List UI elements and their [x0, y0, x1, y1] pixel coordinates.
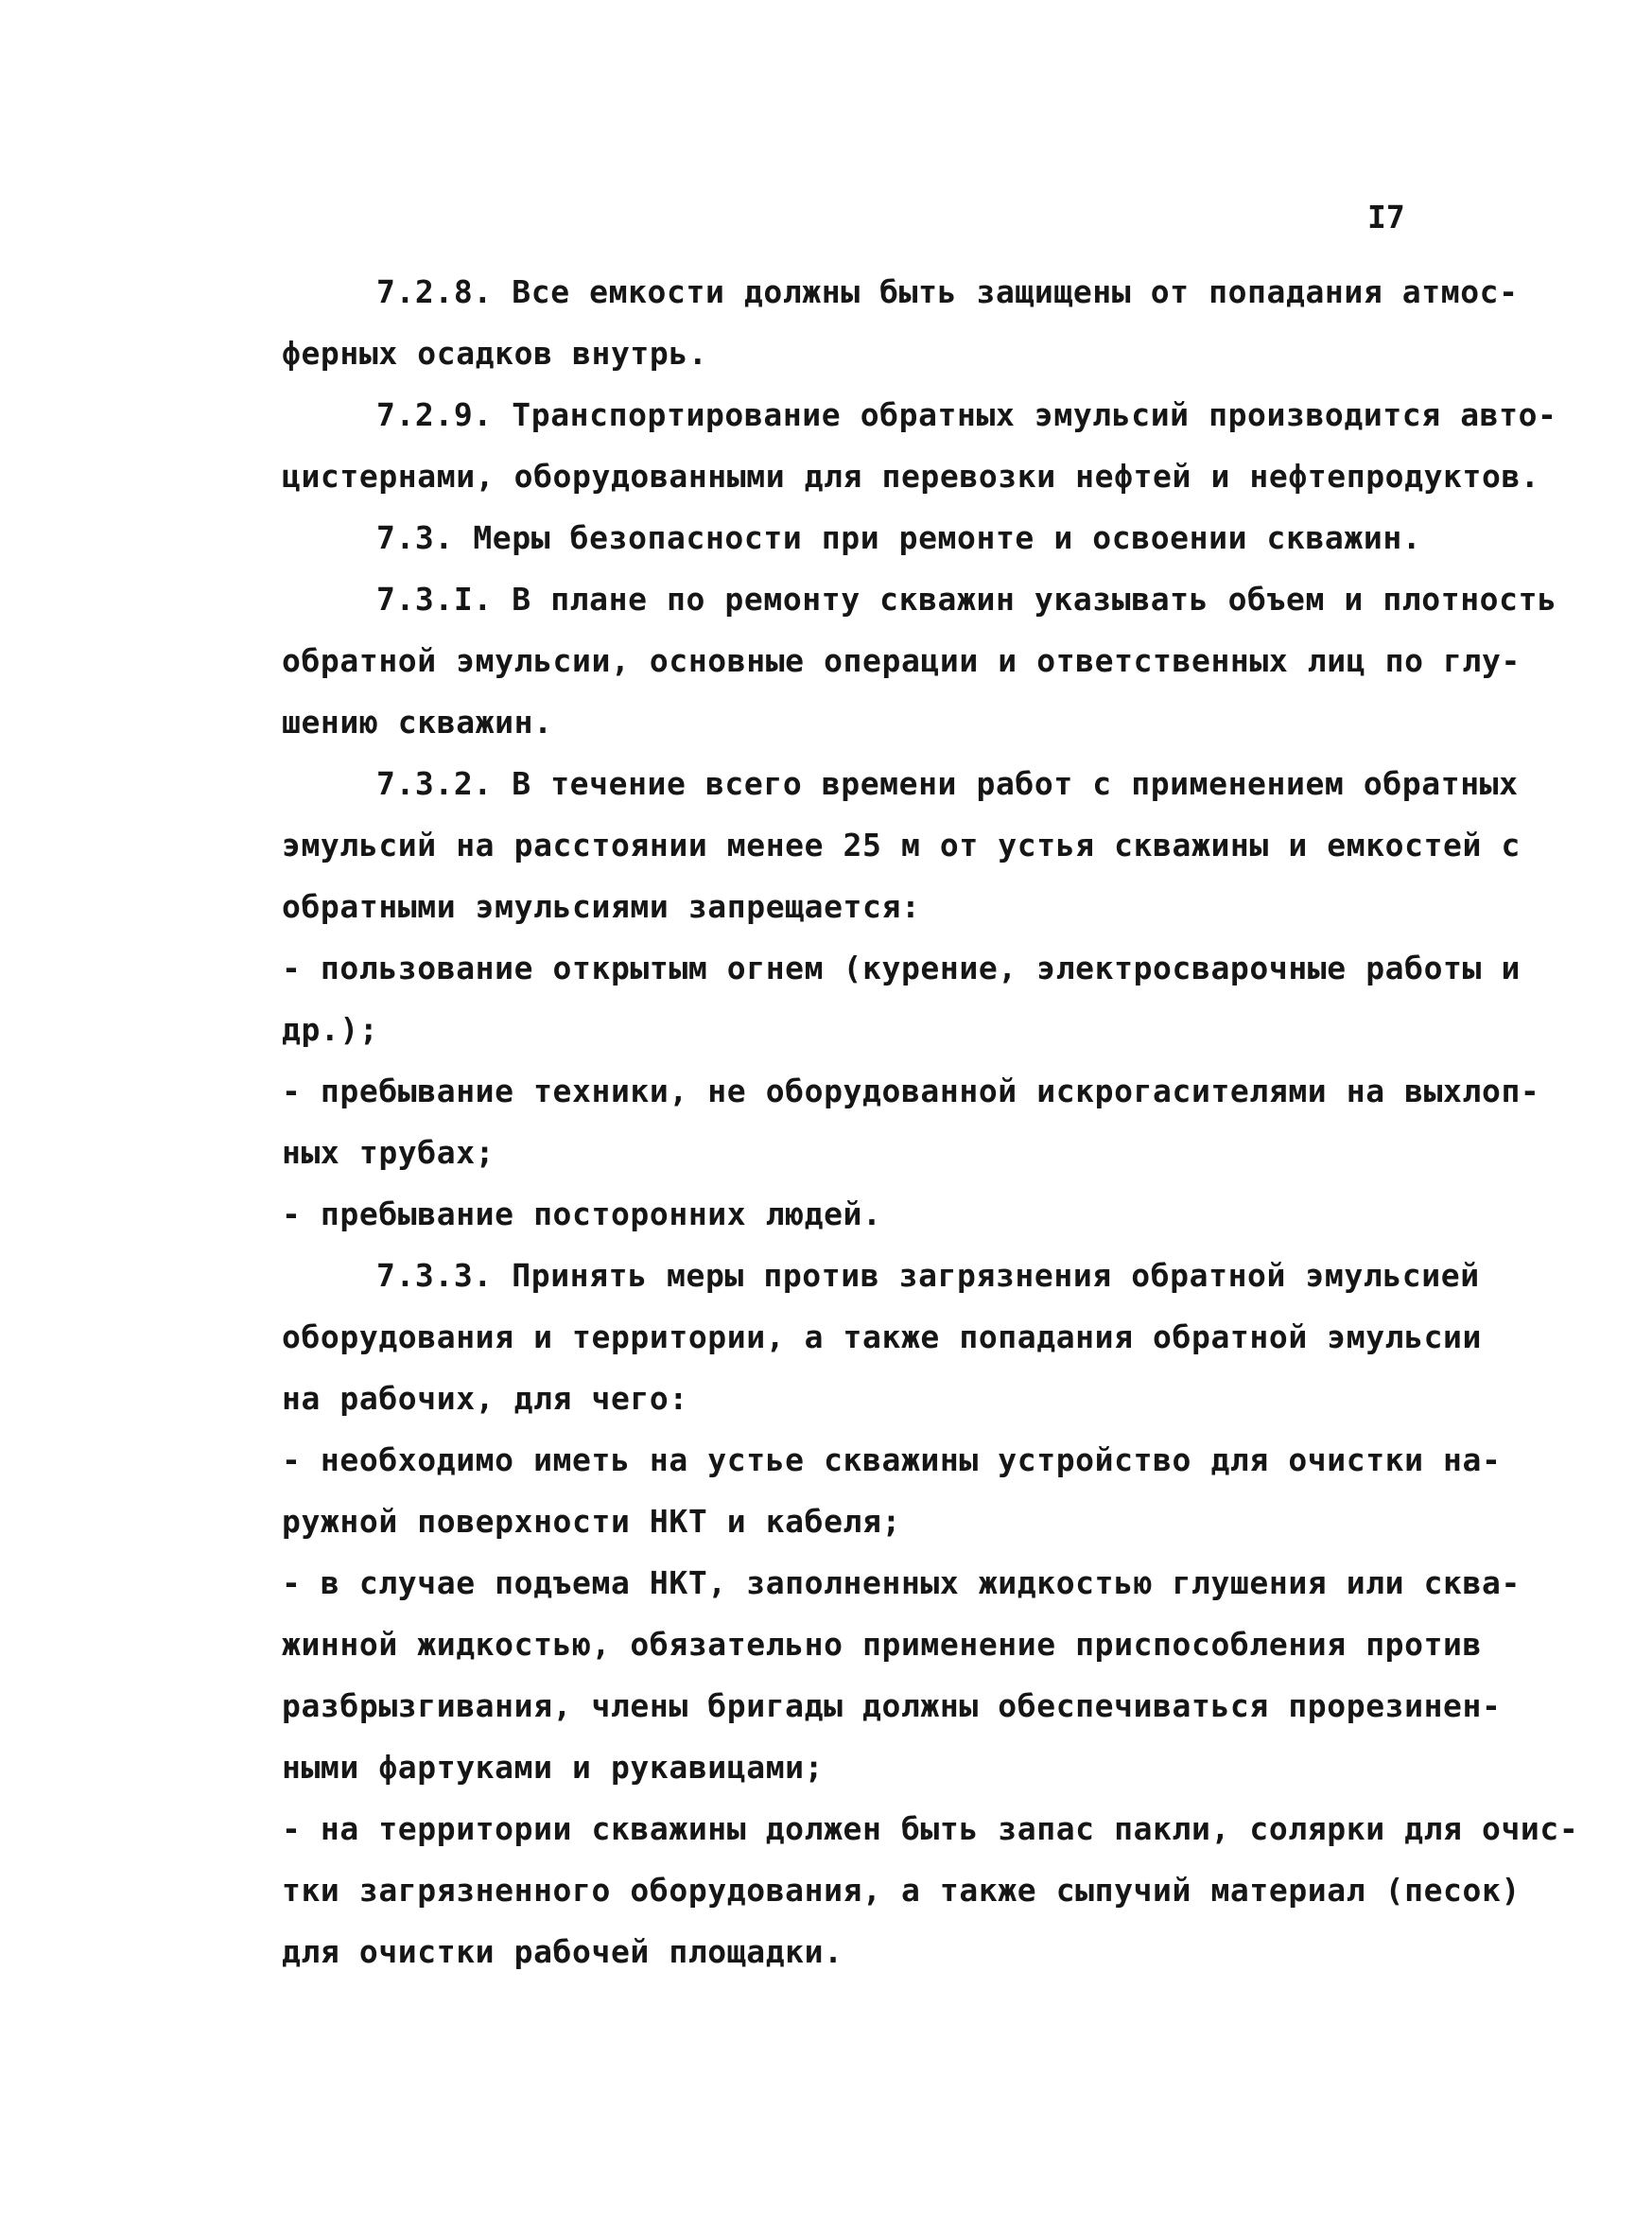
- text-line: цистернами, оборудованными для перевозки нефтей и нефтепродуктов.: [282, 458, 1540, 495]
- list-item-line: - в случае подъема НКТ, заполненных жидкостью глушения или сква-: [282, 1564, 1521, 1601]
- list-item-line: - пребывание техники, не оборудованной искрогасителями на выхлоп-: [282, 1073, 1540, 1109]
- document-body: [282, 261, 1606, 1982]
- section-heading: 7.3. Меры безопасности при ремонте и освоении скважин.: [376, 519, 1422, 556]
- text-line: 7.3.2. В течение всего времени работ с применением обратных: [376, 765, 1519, 802]
- list-item-line: ными фартуками и рукавицами;: [282, 1749, 825, 1786]
- list-item-line: для очистки рабочей площадки.: [282, 1933, 843, 1970]
- text-line: ферных осадков внутрь.: [282, 335, 708, 372]
- list-item-line: - пользование открытым огнем (курение, электросварочные работы и: [282, 950, 1521, 986]
- text-line: 7.3.3. Принять меры против загрязнения обратной эмульсией: [376, 1257, 1480, 1294]
- text-line: 7.2.8. Все емкости должны быть защищены от попадания атмос-: [376, 273, 1519, 310]
- list-item-line: ных трубах;: [282, 1134, 496, 1171]
- list-item-line: тки загрязненного оборудования, а также сыпучий материал (песок): [282, 1872, 1521, 1909]
- text-line: 7.3.I. В плане по ремонту скважин указывать объем и плотность: [376, 581, 1557, 618]
- text-line: оборудования и территории, а также попадания обратной эмульсии: [282, 1318, 1482, 1355]
- list-item-line: - пребывание посторонних людей.: [282, 1195, 882, 1232]
- list-item-line: др.);: [282, 1011, 379, 1048]
- list-item-line: - необходимо иметь на устье скважины устройство для очистки на-: [282, 1441, 1502, 1478]
- text-line: обратной эмульсии, основные операции и ответственных лиц по глу-: [282, 642, 1521, 679]
- list-item-line: - на территории скважины должен быть запас пакли, солярки для очис-: [282, 1810, 1579, 1847]
- page-number: I7: [1367, 199, 1405, 236]
- text-line: обратными эмульсиями запрещается:: [282, 888, 921, 925]
- list-item-line: жинной жидкостью, обязательно применение приспособления против: [282, 1626, 1482, 1663]
- list-item-line: разбрызгивания, члены бригады должны обеспечиваться прорезинен-: [282, 1687, 1502, 1724]
- text-line: эмульсий на расстоянии менее 25 м от устья скважины и емкостей с: [282, 827, 1521, 864]
- text-line: шению скважин.: [282, 704, 553, 741]
- text-line: 7.2.9. Транспортирование обратных эмульсий производится авто-: [376, 396, 1557, 433]
- list-item-line: ружной поверхности НКТ и кабеля;: [282, 1503, 901, 1540]
- text-line: на рабочих, для чего:: [282, 1380, 688, 1417]
